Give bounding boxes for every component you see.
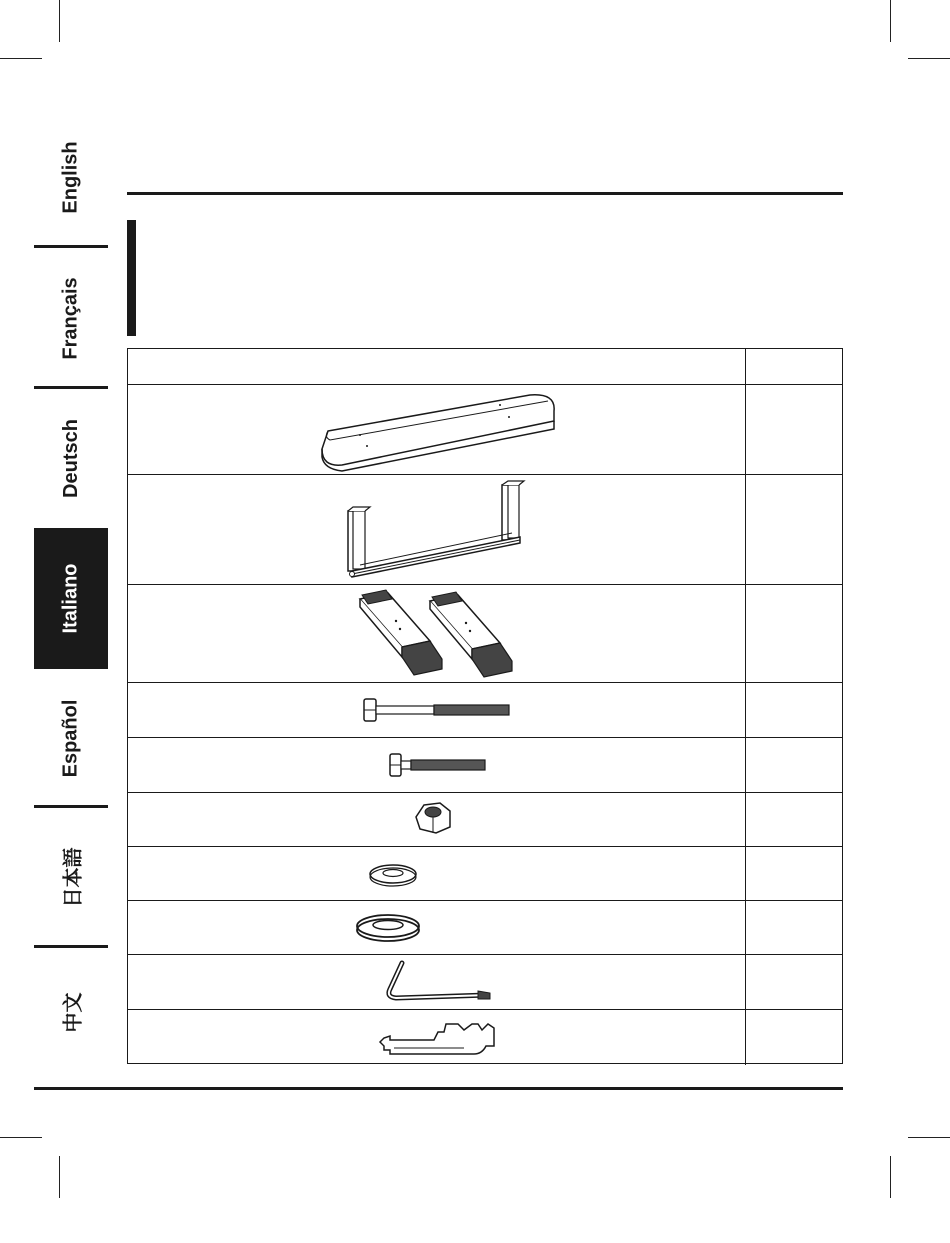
table-row (128, 475, 842, 585)
tab-chinese[interactable] (34, 950, 108, 1075)
quantity-column-divider (745, 349, 746, 384)
crop-mark (0, 1137, 42, 1138)
long-bolt-icon (128, 683, 742, 738)
quantity-column-divider (745, 793, 746, 846)
crop-mark (908, 58, 950, 59)
tab-divider (34, 245, 108, 248)
quantity-column-divider (745, 955, 746, 1009)
quantity-column-divider (745, 738, 746, 792)
crop-mark (890, 1156, 891, 1198)
header-rule (127, 192, 843, 195)
leg-brackets-icon (128, 585, 742, 683)
tab-divider (34, 386, 108, 389)
table-row (128, 385, 842, 475)
quantity-column-divider (745, 385, 746, 474)
wrench-icon (128, 1010, 742, 1065)
small-washer-icon (128, 847, 742, 901)
tab-francais[interactable] (34, 250, 108, 386)
tab-italiano-label: Italiano (59, 563, 82, 634)
footer-rule (34, 1087, 843, 1090)
crop-mark (59, 1156, 60, 1198)
tab-chinese-label: 中文 (62, 992, 85, 1033)
tab-italiano[interactable] (34, 528, 108, 669)
bench-frame-icon (128, 475, 742, 585)
quantity-column-divider (745, 901, 746, 954)
tab-francais-label: Français (59, 276, 82, 360)
crop-mark (59, 0, 60, 42)
table-row (128, 793, 842, 847)
tab-japanese-label: 日本語 (62, 847, 85, 908)
crop-mark (890, 0, 891, 42)
tab-divider (34, 945, 108, 948)
quantity-column-divider (745, 585, 746, 682)
tab-espanol[interactable] (34, 672, 108, 804)
table-row (128, 955, 842, 1010)
bench-top-board-icon (128, 385, 742, 475)
tab-english-label: English (59, 140, 82, 214)
table-row (128, 738, 842, 793)
short-bolt-icon (128, 738, 742, 793)
large-washer-icon (128, 901, 742, 955)
table-row (128, 585, 842, 683)
table-row (128, 683, 842, 738)
allen-key-icon (128, 955, 742, 1010)
tab-english[interactable] (34, 110, 108, 244)
table-row (128, 901, 842, 955)
table-row (128, 1010, 842, 1065)
quantity-column-divider (745, 475, 746, 584)
tab-espanol-label: Español (59, 699, 82, 777)
quantity-column-divider (745, 683, 746, 737)
quantity-column-divider (745, 847, 746, 900)
tab-deutsch-label: Deutsch (59, 418, 82, 498)
parts-table (127, 348, 843, 1064)
tab-japanese[interactable] (34, 810, 108, 945)
table-header-row (128, 349, 842, 385)
tab-divider (34, 805, 108, 808)
crop-mark (908, 1137, 950, 1138)
hex-nut-icon (128, 793, 742, 847)
table-row (128, 847, 842, 901)
quantity-column-divider (745, 1010, 746, 1065)
tab-deutsch[interactable] (34, 391, 108, 525)
crop-mark (0, 58, 42, 59)
section-marker-bar (127, 220, 136, 336)
